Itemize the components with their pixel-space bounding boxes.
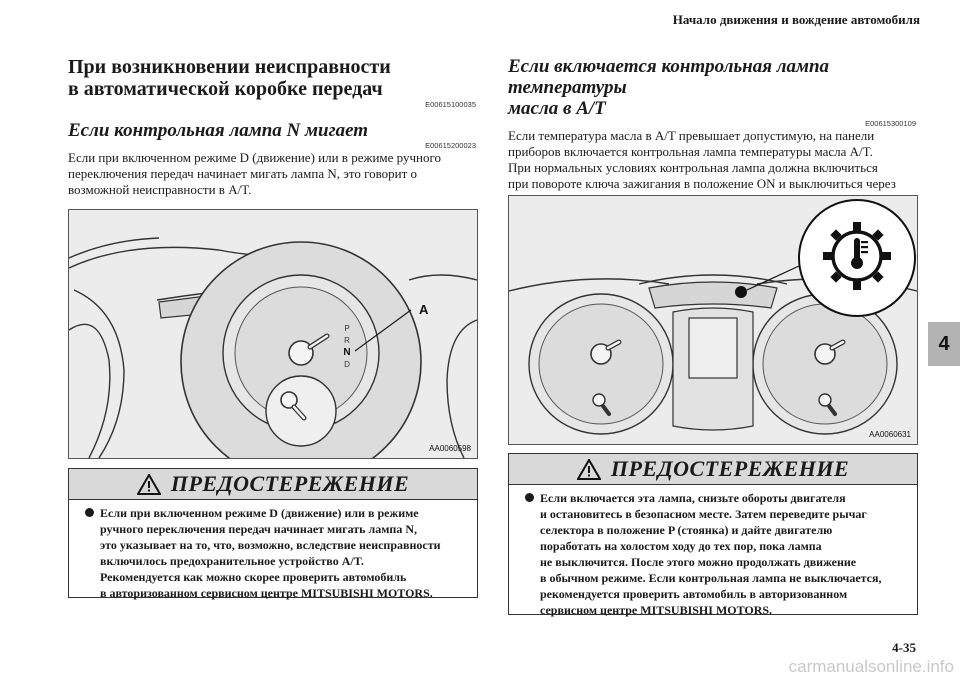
subsection-code: E00615200023 [425, 141, 476, 150]
warning-title: ПРЕДОСТЕРЕЖЕНИЕ [610, 456, 850, 481]
warning-first-line [85, 505, 467, 521]
figure-code: AA0060598 [429, 444, 471, 453]
body-line: при повороте ключа зажигания в положение ON и выключиться через [508, 176, 896, 191]
warning-triangle-icon [577, 459, 601, 480]
gear-label-r: R [344, 336, 350, 345]
body-line: приборов включается контрольная лампа температуры масла A/T. [508, 144, 873, 159]
warning-header [509, 454, 917, 485]
section-code: E00615100035 [425, 100, 476, 109]
warning-text [509, 485, 917, 624]
warning-line: Рекомендуется как можно скорее проверить автомобиль [100, 570, 407, 584]
left-subsection [68, 120, 476, 198]
warning-line: сервисном центре MITSUBISHI MOTORS. [540, 603, 773, 617]
warning-line: в авторизованном сервисном центре MITSUBISHI MOTORS. [100, 586, 433, 600]
section-title-line1: При возникновении неисправности [68, 56, 391, 78]
warning-line: это указывает на то, что, возможно, вследствие неисправности [100, 538, 441, 552]
warning-line: рекомендуется проверить автомобиль в авторизованном [540, 587, 848, 601]
body-line: Если при включенном режиме D (движение) или в режиме ручного [68, 150, 441, 165]
warning-box-left [68, 468, 478, 598]
at-oil-temperature-icon [819, 218, 895, 294]
figure-instrument-cluster-temp-lamp [508, 195, 918, 445]
subsection-code: E00615300109 [865, 119, 916, 128]
chapter-header: Начало движения и вождение автомобиля [672, 12, 920, 27]
warning-lamp-dot [735, 286, 747, 298]
warning-line: Если включается эта лампа, снизьте обороты двигателя [540, 491, 846, 505]
gear-label-p: P [344, 324, 350, 333]
figure-instrument-cluster-n-lamp [68, 209, 478, 459]
warning-title: ПРЕДОСТЕРЕЖЕНИЕ [170, 471, 410, 496]
warning-line: включилось предохранительное устройство A/T. [100, 554, 364, 568]
subsection-title-line2: масла в A/T [508, 98, 606, 119]
section-title-line2: в автоматической коробке передач [68, 78, 383, 100]
body-line: При нормальных условиях контрольная лампа должна включиться [508, 160, 878, 175]
page-number: 4-35 [892, 640, 916, 655]
warning-header [69, 469, 477, 500]
warning-line: и остановитесь в безопасном месте. Затем переведите рычаг [540, 507, 867, 521]
warning-first-line [525, 490, 907, 506]
gear-label-d: D [344, 360, 350, 369]
callout-a: A [419, 302, 429, 317]
warning-line: Если при включенном режиме D (движение) или в режиме [100, 506, 419, 520]
bullet-icon [525, 493, 534, 502]
warning-line: не выключится. После этого можно продолжать движение [540, 555, 857, 569]
left-column [68, 56, 476, 109]
figure-code: AA0060631 [869, 430, 911, 439]
body-line: Если температура масла в A/T превышает допустимую, на панели [508, 128, 875, 143]
chapter-tab: 4 [928, 322, 960, 366]
warning-text [69, 500, 477, 607]
watermark: carmanualsonline.info [788, 657, 954, 676]
right-subsection [508, 56, 916, 208]
subsection-title-line1: Если включается контрольная лампа температуры [508, 56, 830, 98]
warning-line: селектора в положение P (стоянка) и дайте двигателю [540, 523, 833, 537]
body-line: возможной неисправности в A/T. [68, 182, 252, 197]
cluster-illustration [69, 210, 477, 458]
warning-line: поработать на холостом ходу до тех пор, пока лампа [540, 539, 822, 553]
bullet-icon [85, 508, 94, 517]
warning-box-right [508, 453, 918, 615]
gear-label-n: N [343, 347, 351, 358]
warning-line: в обычном режиме. Если контрольная лампа не выключается, [540, 571, 882, 585]
warning-triangle-icon [137, 474, 161, 495]
body-line: переключения передач начинает мигать лампа N, это говорит о [68, 166, 418, 181]
warning-line: ручного переключения передач начинает мигать лампа N, [100, 522, 418, 536]
subsection-title: Если контрольная лампа N мигает [68, 120, 369, 141]
